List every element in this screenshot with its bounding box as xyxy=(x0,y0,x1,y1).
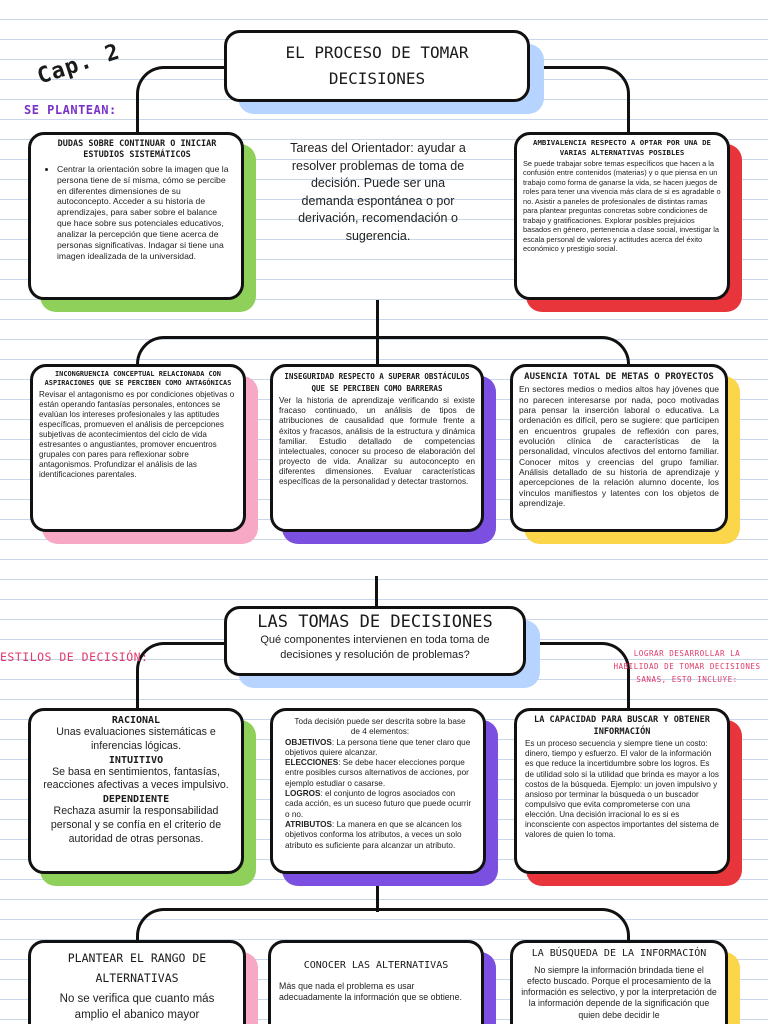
elementos-objetivos xyxy=(285,738,475,759)
conocer-card-body: Más que nada el problema es usar adecuadamente la información que se obtiene. xyxy=(279,980,462,1002)
dudas-card xyxy=(28,132,244,300)
ausencia-card xyxy=(510,364,728,532)
objetivos-label: OBJETIVOS xyxy=(285,737,332,747)
conocer-card xyxy=(268,940,484,1024)
intuitivo-body: Se basa en sentimientos, fantasías, reacciones afectivas a veces impulsivo. xyxy=(43,765,229,792)
dependiente-title: DEPENDIENTE xyxy=(102,794,170,806)
connector-arc-bottom-lower xyxy=(136,908,630,944)
bottom-main-title: LAS TOMAS DE DECISIONES xyxy=(257,612,493,632)
plantear-card xyxy=(28,940,246,1024)
logros-label: LOGROS xyxy=(285,789,321,799)
intuitivo-title: INTUITIVO xyxy=(108,754,164,766)
estilos-card xyxy=(28,708,244,874)
inseguridad-card-body: Ver la historia de aprendizaje verificando si existe fracaso continuado, un análisis de tipos de atribuciones de causalidad que formule frente a éxitos y fracasos, análisis de la estructura y dinámica familiar. Estudio detallado de competencias intelectuales, conocer su proceso de elaboración del proyecto de vida. Analizar su autoconcepto en diferentes dimensiones. Evaluar características específicas de la personalidad y detectar trastornos. xyxy=(279,396,475,487)
elementos-intro: Toda decisión puede ser descrita sobre la base de 4 elementos: xyxy=(294,717,466,737)
inseguridad-card xyxy=(270,364,484,532)
capacidad-card xyxy=(514,708,730,874)
bottom-title-card xyxy=(224,606,526,676)
dudas-card-body: • Centrar la orientación sobre la imagen que la persona tiene de sí misma, cómo se percibe en diferentes dimensiones de su autoconcepto. Acceder a su historia de aprendizajes, para saber sobre el balance que hace sobre sus potenciales educativos, analizar la percepción que tiene acerca de personas significativas. Indagar si tiene una imagen idealizada de la universidad. xyxy=(57,164,233,261)
atributos-text: : La manera en que se alcancen los objetivos conforma los atributos, a veces un solo atributo es suficiente para alcanzar un atributo. xyxy=(285,820,462,850)
ambivalencia-card xyxy=(514,132,730,300)
busqueda-card-title: LA BÚSQUEDA DE LA INFORMACIÓN xyxy=(531,948,707,959)
connector-vertical-bottom-top xyxy=(375,576,378,610)
elementos-atributos xyxy=(285,820,475,851)
cap-label: Cap. 2 xyxy=(34,39,124,90)
logros-text: : el conjunto de logros asociados con cada acción, es un suceso futuro que puede ocurrir o no. xyxy=(285,789,472,819)
incongruencia-card-body: Revisar el antagonismo es por condiciones objetivas o están operando fantasías personales, entonces se evalúan los intereses profesionales y las aptitudes específicas, promueven el análisis de percepciones subjetivas de acontecimientos del ciclo de vida estresantes o angustiantes, promover encuentros grupales con pares para reflexionar sobre antagonismos. Profundizar el análisis de las identificaciones parentales. xyxy=(39,389,235,479)
atributos-label: ATRIBUTOS xyxy=(285,820,333,830)
ambivalencia-card-body: Se puede trabajar sobre temas específicos que hacen a la confusión entre contenidos (materias) y o que piensa en un trabajo como forma de ganarse la vida, se hacen juegos de roles para tener una vivencia más clara de si es agradable o no. Asistir a paneles de profesionales de distintas ramas para plantear preguntas concretas sobre condiciones de trabajo y gratificaciones. Explorar posibles prejuicios basados en género, pertenencia a clase social, investigar la escala personal de valores y actitudes acerca del éxito económico y prestigio social. xyxy=(523,158,721,254)
plantear-card-title: PLANTEAR EL RANGO DE ALTERNATIVAS xyxy=(67,951,207,985)
capacidad-card-body: Es un proceso secuencia y siempre tiene un costo: dinero, tiempo y esfuerzo. El valor de la información es que reduce la incertidumbre sobre los logros. Es de utilidad solo si la utilidad que brinda es mayor a los costos de la búsqueda. Ejemplo: un joven impulsivo y ansioso por terminar la búsqueda o un buscador compulsivo que evita comprometerse con una elección. Una decisión irracional lo es si es inconsciente con aspectos importantes del sistema de valores de quien lo toma. xyxy=(525,739,719,840)
inseguridad-card-title: INSEGURIDAD RESPECTO A SUPERAR OBSTÁCULOS QUE SE PERCIBEN COMO BARRERAS xyxy=(284,372,470,393)
conocer-card-title: CONOCER LAS ALTERNATIVAS xyxy=(303,960,449,971)
elementos-elecciones xyxy=(285,758,475,789)
dependiente-body: Rechaza asumir la responsabilidad personal y se confía en el criterio de autoridad de otras personas. xyxy=(50,805,222,845)
connector-vertical-middle xyxy=(376,300,379,370)
objetivos-text: : La persona tiene que tener claro que objetivos quiere alcanzar. xyxy=(285,737,471,757)
capacidad-card-title: LA CAPACIDAD PARA BUSCAR Y OBTENER INFORMACIÓN xyxy=(534,715,710,737)
busqueda-card-body: No siempre la información brindada tiene el efecto buscado. Porque el procesamiento de la información es selectivo, y por la interpretación de la información depende de la significación que quien debe decidir le xyxy=(521,964,717,1020)
estilos-label: ESTILOS DE DECISIÓN: xyxy=(0,650,149,664)
incongruencia-card-title: INCONGRUENCIA CONCEPTUAL RELACIONADA CON ASPIRACIONES QUE SE PERCIBEN COMO ANTAGÓNICAS xyxy=(44,370,232,388)
bottom-main-subtitle: Qué componentes intervienen en toda toma de decisiones y resolución de problemas? xyxy=(260,634,490,661)
main-title: EL PROCESO DE TOMAR DECISIONES xyxy=(285,43,469,88)
ausencia-card-title: AUSENCIA TOTAL DE METAS O PROYECTOS xyxy=(524,372,714,382)
dudas-card-title: DUDAS SOBRE CONTINUAR O INICIAR ESTUDIOS SISTEMÁTICOS xyxy=(57,139,217,161)
lograr-label: LOGRAR DESARROLLAR LA HABILIDAD DE TOMAR DECISIONES SANAS, ESTO INCLUYE: xyxy=(613,649,761,684)
plantear-card-body: No se verifica que cuanto más amplio el abanico mayor xyxy=(59,993,215,1021)
se-plantean-label: SE PLANTEAN: xyxy=(24,103,117,117)
elecciones-label: ELECCIONES xyxy=(285,758,339,768)
elecciones-text: : Se debe hacer elecciones porque entre posibles cursos alternativos de acciones, por ejemplo estudiar o casarse. xyxy=(285,758,469,788)
orientador-text: Tareas del Orientador: ayudar a resolver problemas de toma de decisión. Puede ser una demanda espontánea o por derivación, recomendación o sugerencia. xyxy=(290,141,466,243)
elementos-logros xyxy=(285,789,475,820)
elementos-card xyxy=(270,708,486,874)
ambivalencia-card-title: AMBIVALENCIA RESPECTO A OPTAR POR UNA DE VARIAS ALTERNATIVAS POSIBLES xyxy=(533,138,711,157)
racional-body: Unas evaluaciones sistemáticas e inferencias lógicas. xyxy=(56,726,216,752)
main-title-card xyxy=(224,30,530,102)
ausencia-card-body: En sectores medios o medios altos hay jóvenes que no parecen interesarse por nada, poco motivadas para pensar la inserción laboral o educativa. La ordenación es difícil, pero se sugiere: que participen en encuentros grupales de reflexión con pares, evolución clínica de características de la personalidad, vínculos afectivos del entorno familiar. Conocer mitos y creencias del grupo familiar. Análisis detallado de su historia de aprendizaje y apercepciones de la relación alumno docente, los vínculos manifiestos y latentes con los objetos de aprendizaje. xyxy=(519,384,719,509)
busqueda-card xyxy=(510,940,728,1024)
incongruencia-card xyxy=(30,364,246,532)
racional-title: RACIONAL xyxy=(111,715,161,726)
